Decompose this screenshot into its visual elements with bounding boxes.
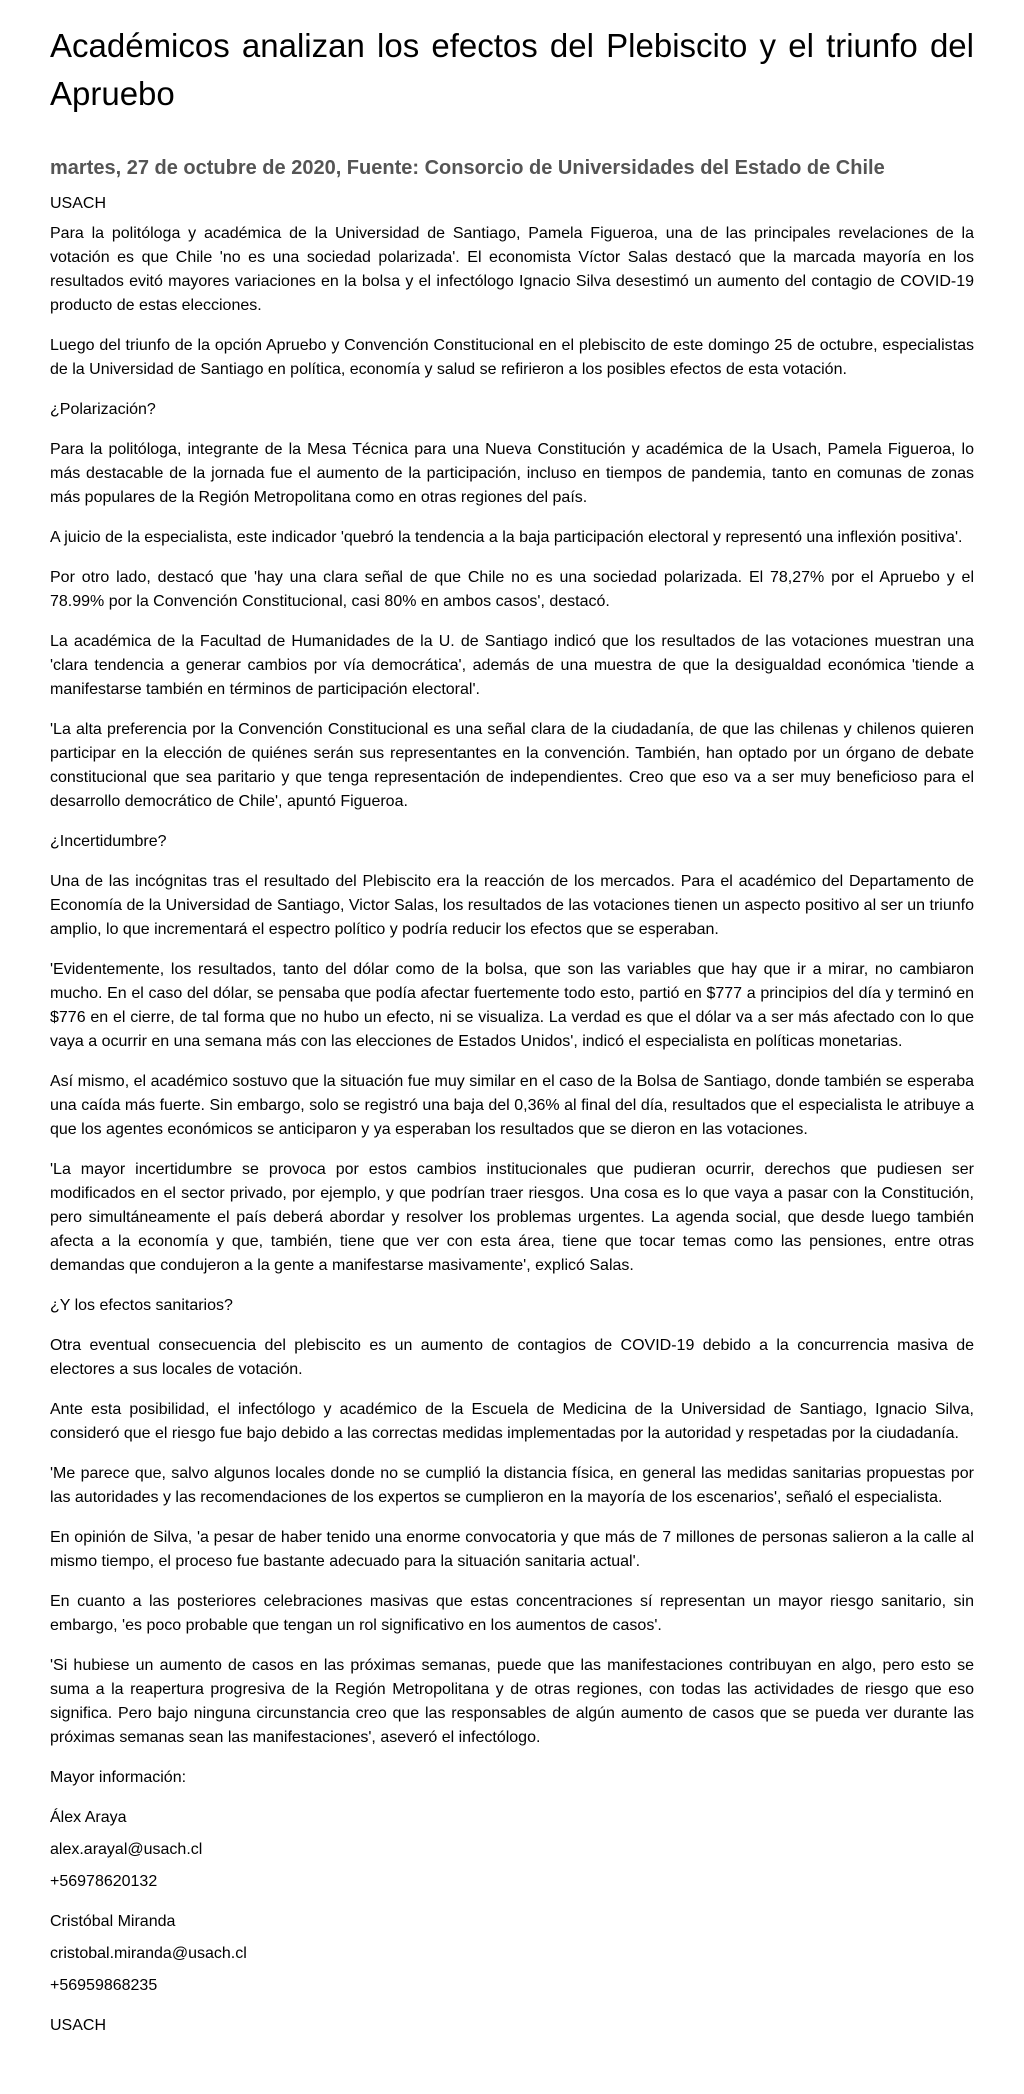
article-title: Académicos analizan los efectos del Plebiscito y el triunfo del Apruebo <box>50 27 974 112</box>
paragraph: A juicio de la especialista, este indicador 'quebró la tendencia a la baja participación electoral y representó una inflexión positiva'. <box>50 529 963 546</box>
contact-email: cristobal.miranda@usach.cl <box>50 1945 247 1962</box>
article-meta: martes, 27 de octubre de 2020, Fuente: Consorcio de Universidades del Estado de Chile <box>50 157 885 179</box>
paragraph: La académica de la Facultad de Humanidades de la U. de Santiago indicó que los resultados de las votaciones muestran una 'clara tendencia a generar cambios por vía democrática', además de una muestra de que la desigualdad económica 'tiende a manifestarse también en términos de participación electoral'. <box>50 633 974 698</box>
article-intro: Luego del triunfo de la opción Apruebo y Convención Constitucional en el plebiscito de este domingo 25 de octubre, especialistas de la Universidad de Santiago en política, economía y salud se refirieron a los posibles efectos de esta votación. <box>50 337 974 378</box>
paragraph: Otra eventual consecuencia del plebiscito es un aumento de contagios de COVID-19 debido a la concurrencia masiva de electores a sus locales de votación. <box>50 1337 974 1378</box>
paragraph: 'Si hubiese un aumento de casos en las próximas semanas, puede que las manifestaciones contribuyan en algo, pero esto se suma a la reapertura progresiva de la Región Metropolitana y de otras regiones, con todas las actividades de riesgo que eso significa. Pero bajo ninguna circunstancia creo que las responsables de algún aumento de casos que se pueda ver durante las próximas semanas sean las manifestaciones', aseveró el infectólogo. <box>50 1657 974 1746</box>
paragraph: Para la politóloga, integrante de la Mesa Técnica para una Nueva Constitución y académica de la Usach, Pamela Figueroa, lo más destacable de la jornada fue el aumento de la participación, incluso en tiempos de pandemia, tanto en comunas de zonas más populares de la Región Metropolitana como en otras regiones del país. <box>50 441 974 506</box>
paragraph: 'Evidentemente, los resultados, tanto del dólar como de la bolsa, que son las variables que hay que ir a mirar, no cambiaron mucho. En el caso del dólar, se pensaba que podía afectar fuertemente todo esto, partió en $777 a principios del día y terminó en $776 en el cierre, de tal forma que no hubo un efecto, ni se visualiza. La verdad es que el dólar va a ser más afectado con lo que vaya a ocurrir en una semana más con las elecciones de Estados Unidos', indicó el especialista en políticas monetarias. <box>50 961 974 1050</box>
more-info-label: Mayor información: <box>50 1769 187 1786</box>
contact-email: alex.arayal@usach.cl <box>50 1841 203 1858</box>
paragraph: 'La alta preferencia por la Convención Constitucional es una señal clara de la ciudadanía, de que las chilenas y chilenos quieren participar en la elección de quiénes serán sus representantes en la convención. También, han optado por un órgano de debate constitucional que sea paritario y que tenga representación de independientes. Creo que eso va a ser muy beneficioso para el desarrollo democrático de Chile', apuntó Figueroa. <box>50 721 974 810</box>
contact-phone: +56978620132 <box>50 1873 158 1890</box>
contact-name: Álex Araya <box>50 1809 127 1826</box>
paragraph: 'Me parece que, salvo algunos locales donde no se cumplió la distancia física, en general las medidas sanitarias propuestas por las autoridades y las recomendaciones de los expertos se cumplieron en la mayoría de los escenarios', señaló el especialista. <box>50 1465 974 1506</box>
contact-name: Cristóbal Miranda <box>50 1913 176 1930</box>
paragraph: Ante esta posibilidad, el infectólogo y académico de la Escuela de Medicina de la Universidad de Santiago, Ignacio Silva, consideró que el riesgo fue bajo debido a las correctas medidas implementadas por la autoridad y respetadas por la ciudadanía. <box>50 1401 974 1442</box>
section-heading-incertidumbre: ¿Incertidumbre? <box>50 833 167 850</box>
paragraph: Así mismo, el académico sostuvo que la situación fue muy similar en el caso de la Bolsa de Santiago, donde también se esperaba una caída más fuerte. Sin embargo, solo se registró una baja del 0,36% al final del día, resultados que el especialista le atribuye a que los agentes económicos se anticiparon y ya esperaban los resultados que se dieron en las votaciones. <box>50 1073 974 1138</box>
footer-org: USACH <box>50 2017 107 2034</box>
article-org: USACH <box>50 195 107 212</box>
section-heading-polarizacion: ¿Polarización? <box>50 401 156 418</box>
paragraph: Por otro lado, destacó que 'hay una clara señal de que Chile no es una sociedad polarizada. El 78,27% por el Apruebo y el 78.99% por la Convención Constitucional, casi 80% en ambos casos', destacó. <box>50 569 974 610</box>
paragraph: En opinión de Silva, 'a pesar de haber tenido una enorme convocatoria y que más de 7 millones de personas salieron a la calle al mismo tiempo, el proceso fue bastante adecuado para la situación sanitaria actual'. <box>50 1529 974 1570</box>
contact-phone: +56959868235 <box>50 1977 158 1994</box>
section-heading-efectos-sanitarios: ¿Y los efectos sanitarios? <box>50 1297 233 1314</box>
article-lead: Para la politóloga y académica de la Universidad de Santiago, Pamela Figueroa, una de las principales revelaciones de la votación es que Chile 'no es una sociedad polarizada'. El economista Víctor Salas destacó que la marcada mayoría en los resultados evitó mayores variaciones en la bolsa y el infectólogo Ignacio Silva desestimó un aumento del contagio de COVID-19 producto de estas elecciones. <box>50 225 974 314</box>
paragraph: En cuanto a las posteriores celebraciones masivas que estas concentraciones sí representan un mayor riesgo sanitario, sin embargo, 'es poco probable que tengan un rol significativo en los aumentos de casos'. <box>50 1593 974 1634</box>
paragraph: Una de las incógnitas tras el resultado del Plebiscito era la reacción de los mercados. Para el académico del Departamento de Economía de la Universidad de Santiago, Victor Salas, los resultados de las votaciones tienen un aspecto positivo al ser un triunfo amplio, lo que incrementará el espectro político y podría reducir los efectos que se esperaban. <box>50 873 974 938</box>
paragraph: 'La mayor incertidumbre se provoca por estos cambios institucionales que pudieran ocurrir, derechos que pudiesen ser modificados en el sector privado, por ejemplo, y que podrían traer riesgos. Una cosa es lo que vaya a pasar con la Constitución, pero simultáneamente el país deberá abordar y resolver los problemas urgentes. La agenda social, que desde luego también afecta a la economía y que, también, tiene que ver con esta área, tiene que tocar temas como las pensiones, entre otras demandas que condujeron a la gente a manifestarse masivamente', explicó Salas. <box>50 1161 974 1274</box>
